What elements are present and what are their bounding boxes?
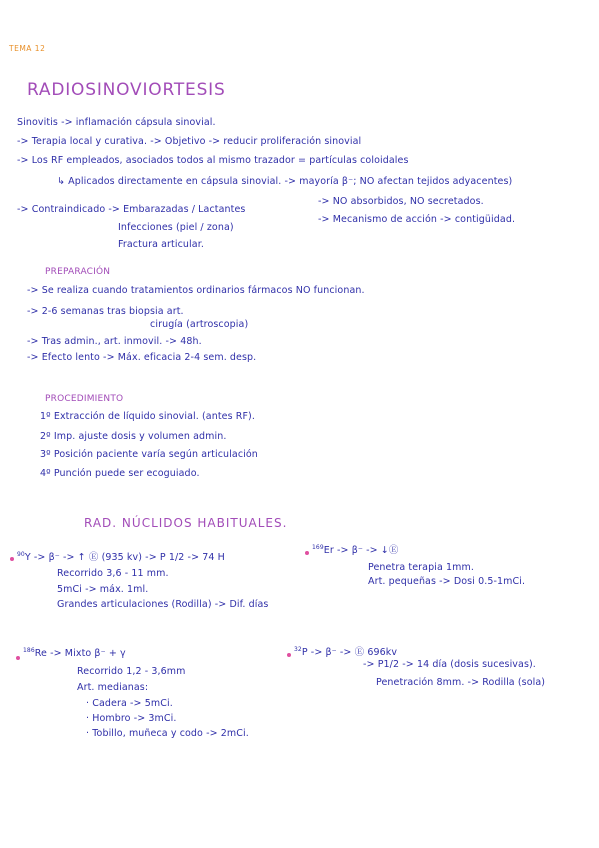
intro-line-4: ↳ Aplicados directamente en cápsula sinovial. -> mayoría β⁻; NO afectan tejidos adyacentes) [57, 176, 513, 187]
bullet-dot [287, 653, 291, 657]
preparacion-line-1: -> Se realiza cuando tratamientos ordinarios fármacos NO funcionan. [27, 285, 365, 296]
intro-line-2: -> Terapia local y curativa. -> Objetivo -> reducir proliferación sinovial [17, 136, 362, 147]
preparacion-line-4: -> Tras admin., art. inmovil. -> 48h. [27, 336, 202, 347]
contraindication-line-1: -> Contraindicado -> Embarazadas / Lactantes [17, 204, 246, 215]
y90-line-3: 5mCi -> máx. 1ml. [57, 584, 149, 595]
er169-line-1 [312, 542, 398, 556]
p32-line-2: -> P1/2 -> 14 día (dosis sucesivas). [363, 659, 536, 670]
intro-line-5: -> NO absorbidos, NO secretados. [318, 196, 484, 207]
intro-line-6: -> Mecanismo de acción -> contigüidad. [318, 214, 516, 225]
bullet-dot [305, 551, 309, 555]
y90-line-4: Grandes articulaciones (Rodilla) -> Dif. días [57, 599, 269, 610]
y90-line-2: Recorrido 3,6 - 11 mm. [57, 568, 169, 579]
radionuclidos-heading: RAD. NÚCLIDOS HABITUALES. [84, 516, 288, 530]
re186-line-1-text: Re -> Mixto β⁻ + γ [34, 648, 126, 660]
p32-line-3: Penetración 8mm. -> Rodilla (sola) [376, 677, 546, 688]
p32-line-1 [294, 644, 397, 658]
bullet-dot [16, 656, 20, 660]
page-title: RADIOSINOVIORTESIS [27, 80, 226, 100]
y90-mass-number: 90 [17, 550, 25, 558]
procedimiento-step-4: 4º Punción puede ser ecoguiado. [40, 468, 200, 479]
re186-mass-number: 186 [23, 647, 35, 654]
re186-line-6: · Tobillo, muñeca y codo -> 2mCi. [86, 728, 249, 739]
preparacion-line-3: cirugía (artroscopia) [150, 319, 249, 330]
procedimiento-step-1: 1º Extracción de líquido sinovial. (antes RF). [40, 411, 255, 422]
er169-line-1-text: Er -> β⁻ -> ↓Ⓔ [323, 545, 399, 556]
re186-line-2: Recorrido 1,2 - 3,6mm [77, 666, 186, 677]
y90-line-1 [17, 549, 225, 563]
re186-line-1 [23, 647, 126, 659]
y90-line-1-text: Y -> β⁻ -> ↑ Ⓔ (935 kv) -> P 1/2 -> 74 H [24, 552, 225, 563]
preparacion-line-5: -> Efecto lento -> Máx. eficacia 2-4 sem. desp. [27, 352, 257, 363]
bullet-dot [10, 557, 14, 561]
procedimiento-heading: PROCEDIMIENTO [45, 394, 124, 404]
er169-line-2: Penetra terapia 1mm. [368, 562, 474, 573]
topic-label: TEMA 12 [9, 44, 46, 53]
er169-line-3: Art. pequeñas -> Dosi 0.5-1mCi. [368, 576, 526, 587]
intro-line-1: Sinovitis -> inflamación cápsula sinovial. [17, 117, 216, 128]
preparacion-line-2: -> 2-6 semanas tras biopsia art. [27, 306, 184, 317]
p32-mass-number: 32 [294, 645, 302, 653]
contraindication-line-3: Fractura articular. [118, 239, 204, 250]
re186-line-3: Art. medianas: [77, 682, 149, 693]
procedimiento-step-3: 3º Posición paciente varía según articulación [40, 449, 258, 460]
contraindication-line-2: Infecciones (piel / zona) [118, 222, 234, 233]
re186-line-4: · Cadera -> 5mCi. [86, 698, 173, 709]
p32-line-1-text: P -> β⁻ -> Ⓔ 696kv [301, 647, 398, 658]
procedimiento-step-2: 2º Imp. ajuste dosis y volumen admin. [40, 431, 227, 442]
intro-line-3: -> Los RF empleados, asociados todos al mismo trazador = partículas coloidales [17, 155, 409, 166]
re186-line-5: · Hombro -> 3mCi. [86, 713, 177, 724]
er169-mass-number: 169 [312, 543, 324, 551]
preparacion-heading: PREPARACIÓN [45, 267, 111, 277]
